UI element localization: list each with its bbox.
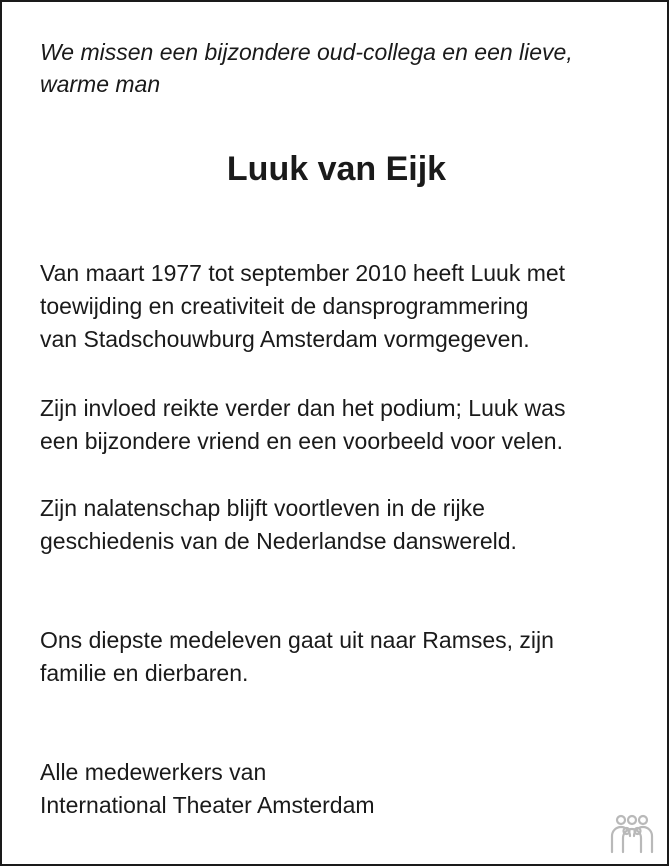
intro-line: warme man bbox=[40, 71, 161, 97]
text-line: Alle medewerkers van bbox=[40, 759, 267, 785]
text-line: Ons diepste medeleven gaat uit naar Ramses, zijn bbox=[40, 627, 554, 653]
legacy-paragraph bbox=[40, 492, 650, 558]
intro-text bbox=[40, 36, 640, 100]
text-line: geschiedenis van de Nederlandse danswereld. bbox=[40, 528, 517, 554]
text-line: Zijn invloed reikte verder dan het podium; Luuk was bbox=[40, 395, 566, 421]
career-paragraph bbox=[40, 257, 650, 356]
text-line: Van maart 1977 tot september 2010 heeft Luuk met bbox=[40, 260, 566, 286]
signature bbox=[40, 756, 650, 822]
text-line: International Theater Amsterdam bbox=[40, 792, 375, 818]
deceased-name: Luuk van Eijk bbox=[226, 150, 447, 188]
condolence-paragraph bbox=[40, 624, 650, 690]
text-line: familie en dierbaren. bbox=[40, 660, 249, 686]
text-line: toewijding en creativiteit de dansprogrammering bbox=[40, 293, 529, 319]
text-line: een bijzondere vriend en een voorbeeld voor velen. bbox=[40, 428, 563, 454]
intro-line: We missen een bijzondere oud-collega en een lieve, bbox=[40, 39, 573, 65]
people-group-icon bbox=[609, 814, 655, 854]
text-line: Zijn nalatenschap blijft voortleven in de rijke bbox=[40, 495, 485, 521]
text-line: van Stadschouwburg Amsterdam vormgegeven. bbox=[40, 326, 530, 352]
influence-paragraph bbox=[40, 392, 650, 458]
